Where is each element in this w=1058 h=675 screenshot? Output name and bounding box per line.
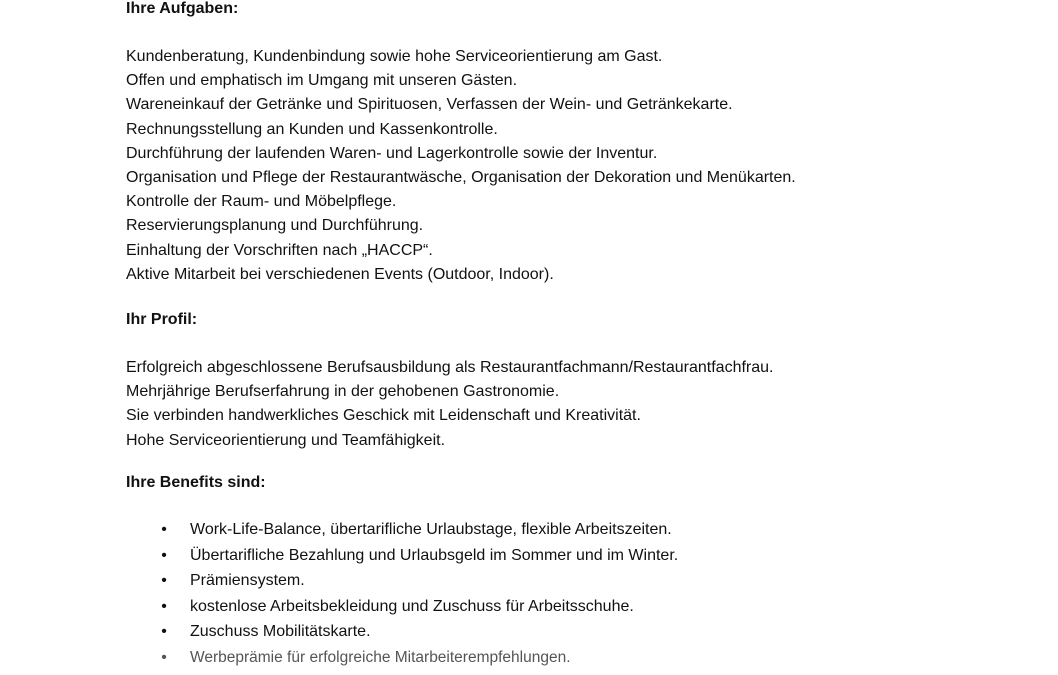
bullet-icon: • — [161, 648, 167, 666]
bullet-item — [158, 517, 678, 543]
list-item: Kundenberatung, Kundenbindung sowie hohe Serviceorientierung am Gast. — [126, 48, 663, 65]
list-item: Hohe Serviceorientierung und Teamfähigkeit. — [126, 431, 446, 449]
list-item: Wareneinkauf der Getränke und Spirituosen, Verfassen der Wein- und Getränkekarte. — [126, 96, 733, 114]
bullet-icon: • — [161, 546, 167, 564]
heading-aufgaben: Ihre Aufgaben: — [126, 0, 239, 17]
bullet-icon: • — [161, 521, 167, 538]
list-item: Organisation und Pflege der Restaurantwäsche, Organisation der Dekoration und Menükarten. — [126, 168, 796, 186]
list-aufgaben — [126, 45, 796, 287]
list-benefits — [158, 517, 678, 670]
bullet-icon: • — [161, 623, 167, 640]
heading-benefits: Ihre Benefits sind: — [126, 474, 266, 491]
list-item: Aktive Mitarbeit bei verschiedenen Events (Outdoor, Indoor). — [126, 265, 554, 283]
list-profil — [126, 356, 774, 453]
bullet-text: kostenlose Arbeitsbekleidung und Zuschuss für Arbeitsschuhe. — [190, 597, 634, 615]
list-item: Sie verbinden handwerkliches Geschick mit Leidenschaft und Kreativität. — [126, 407, 641, 425]
bullet-text: Zuschuss Mobilitätskarte. — [190, 623, 371, 640]
list-item: Einhaltung der Vorschriften nach „HACCP“. — [126, 241, 433, 259]
list-item: Erfolgreich abgeschlossene Berufsausbildung als Restaurantfachmann/Restaurantfachfrau. — [126, 359, 774, 376]
bullet-icon: • — [161, 597, 167, 615]
list-item: Rechnungsstellung an Kunden und Kassenkontrolle. — [126, 120, 498, 138]
list-item: Mehrjährige Berufserfahrung in der gehobenen Gastronomie. — [126, 383, 560, 401]
list-item: Offen und emphatisch im Umgang mit unseren Gästen. — [126, 72, 518, 90]
bullet-text: Werbeprämie für erfolgreiche Mitarbeiterempfehlungen. — [190, 648, 571, 666]
bullet-item — [158, 619, 678, 645]
bullet-text: Übertarifliche Bezahlung und Urlaubsgeld im Sommer und im Winter. — [190, 546, 679, 564]
list-item: Durchführung der laufenden Waren- und Lagerkontrolle sowie der Inventur. — [126, 144, 658, 162]
bullet-item — [158, 568, 678, 594]
bullet-item — [158, 645, 678, 671]
list-item: Reservierungsplanung und Durchführung. — [126, 217, 424, 235]
bullet-text: Work-Life-Balance, übertarifliche Urlaubstage, flexible Arbeitszeiten. — [190, 521, 672, 538]
heading-profil: Ihr Profil: — [126, 311, 198, 328]
bullet-text: Prämiensystem. — [190, 572, 305, 589]
bullet-item — [158, 594, 678, 620]
bullet-icon: • — [161, 572, 167, 589]
bullet-item — [158, 543, 678, 569]
list-item: Kontrolle der Raum- und Möbelpflege. — [126, 193, 397, 211]
